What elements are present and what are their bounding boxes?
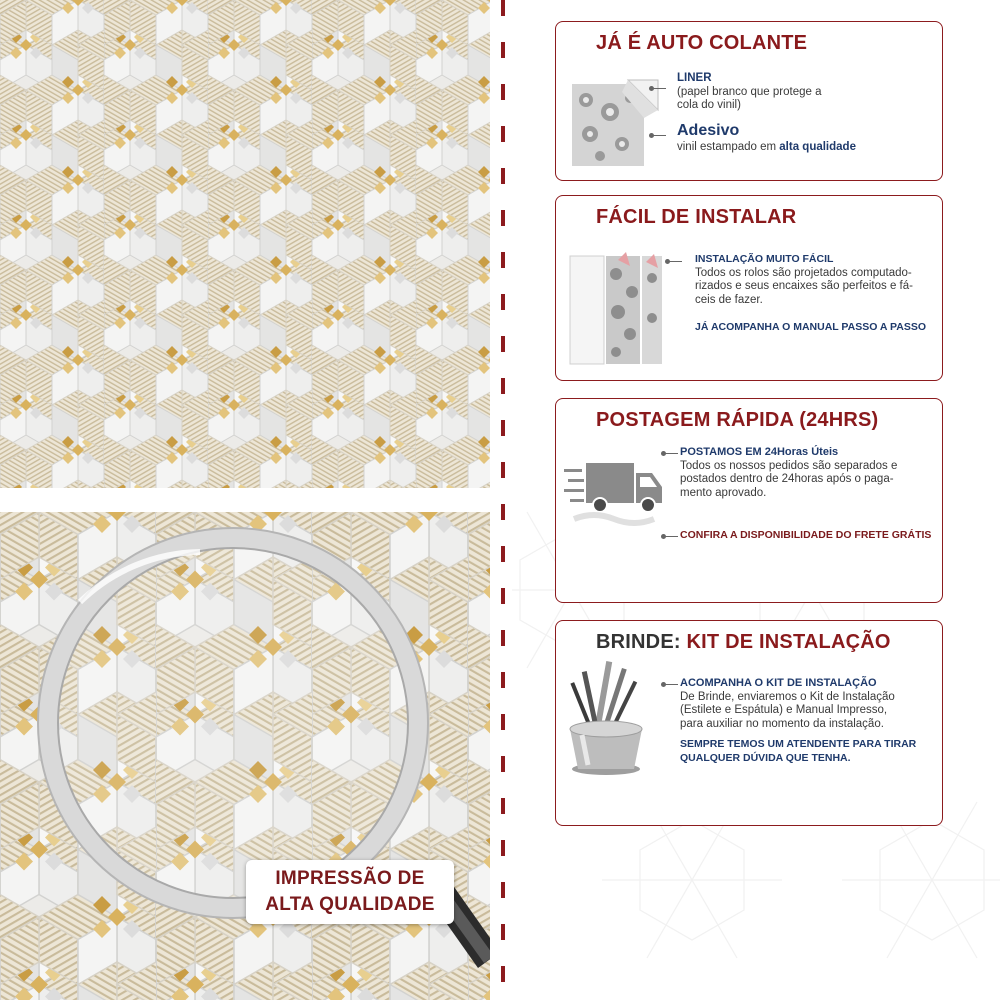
shipping-leader-line [664, 453, 678, 454]
shipping-note-leader-line [664, 536, 678, 537]
wallpaper-pattern-preview [0, 0, 490, 488]
wallpaper-zoom-image [0, 512, 490, 1000]
adhesive-desc-bold: alta qualidade [779, 141, 856, 153]
install-line-1: Todos os rolos são projetados computado- [695, 266, 912, 279]
quality-badge [246, 860, 454, 924]
card-title: JÁ É AUTO COLANTE [596, 32, 808, 54]
liner-desc-2: cola do vinil) [677, 99, 741, 111]
gift-note-2: QUALQUER DÚVIDA QUE TENHA. [680, 751, 851, 764]
gift-info [680, 677, 916, 765]
liner-leader-line [652, 88, 666, 89]
liner-label: LINER [677, 72, 712, 84]
adhesive-label: Adesivo [677, 122, 740, 139]
free-shipping-note [680, 529, 931, 543]
gift-line-2: (Estilete e Espátula) e Manual Impresso, [680, 704, 888, 716]
wallpaper-pattern-image [0, 0, 490, 488]
gift-line-1: De Brinde, enviaremos o Kit de Instalação [680, 690, 895, 703]
adhesive-leader-line [652, 135, 666, 136]
gift-leader-line [664, 684, 678, 685]
card-title: POSTAGEM RÁPIDA (24HRS) [596, 409, 879, 431]
install-leader-line [668, 261, 682, 262]
liner-info [677, 72, 822, 113]
tool-cup-icon [560, 657, 652, 777]
wallpaper-zoom-preview [0, 512, 490, 1000]
dashed-divider [496, 0, 510, 1000]
install-note: JÁ ACOMPANHA O MANUAL PASSO A PASSO [695, 321, 927, 333]
adhesive-desc [677, 141, 856, 155]
adhesive-info [677, 121, 856, 155]
liner-desc-1: (papel branco que protege a [677, 85, 822, 98]
card-easy-install [555, 195, 943, 381]
adhesive-desc-plain: vinil estampado em [677, 141, 780, 153]
card-self-adhesive [555, 21, 943, 181]
card-title: FÁCIL DE INSTALAR [596, 206, 797, 228]
gift-title-red: KIT DE INSTALAÇÃO [686, 631, 891, 653]
install-info [695, 253, 926, 335]
card-fast-shipping [555, 398, 943, 603]
free-shipping-text: CONFIRA A DISPONIBILIDADE DO FRETE GRÁTIS [680, 529, 932, 541]
vinyl-sheet-icon [570, 78, 660, 168]
shipping-line-1: Todos os nossos pedidos são separados e [680, 459, 898, 472]
card-gift-kit [555, 620, 943, 826]
card-title [596, 631, 891, 654]
gift-title-dark: BRINDE: [596, 631, 687, 653]
shipping-line-3: mento aprovado. [680, 486, 767, 499]
shipping-heading: POSTAMOS EM 24Horas Úteis [680, 446, 839, 458]
quality-badge-line2: ALTA QUALIDADE [265, 894, 435, 915]
gift-line-3: para auxiliar no momento da instalação. [680, 717, 884, 730]
install-heading: INSTALAÇÃO MUITO FÁCIL [695, 253, 834, 265]
shipping-info [680, 446, 897, 500]
quality-badge-line1: IMPRESSÃO DE [275, 868, 425, 889]
install-line-3: ceis de fazer. [695, 293, 763, 306]
delivery-truck-icon [564, 459, 664, 531]
shipping-line-2: postados dentro de 24horas após o paga- [680, 473, 894, 485]
gift-note-1: SEMPRE TEMOS UM ATENDENTE PARA TIRAR [680, 738, 917, 750]
gift-heading: ACOMPANHA O KIT DE INSTALAÇÃO [680, 677, 877, 689]
install-line-2: rizados e seus encaixes são perfeitos e fá- [695, 280, 913, 292]
wallpaper-roll-icon [566, 248, 666, 368]
